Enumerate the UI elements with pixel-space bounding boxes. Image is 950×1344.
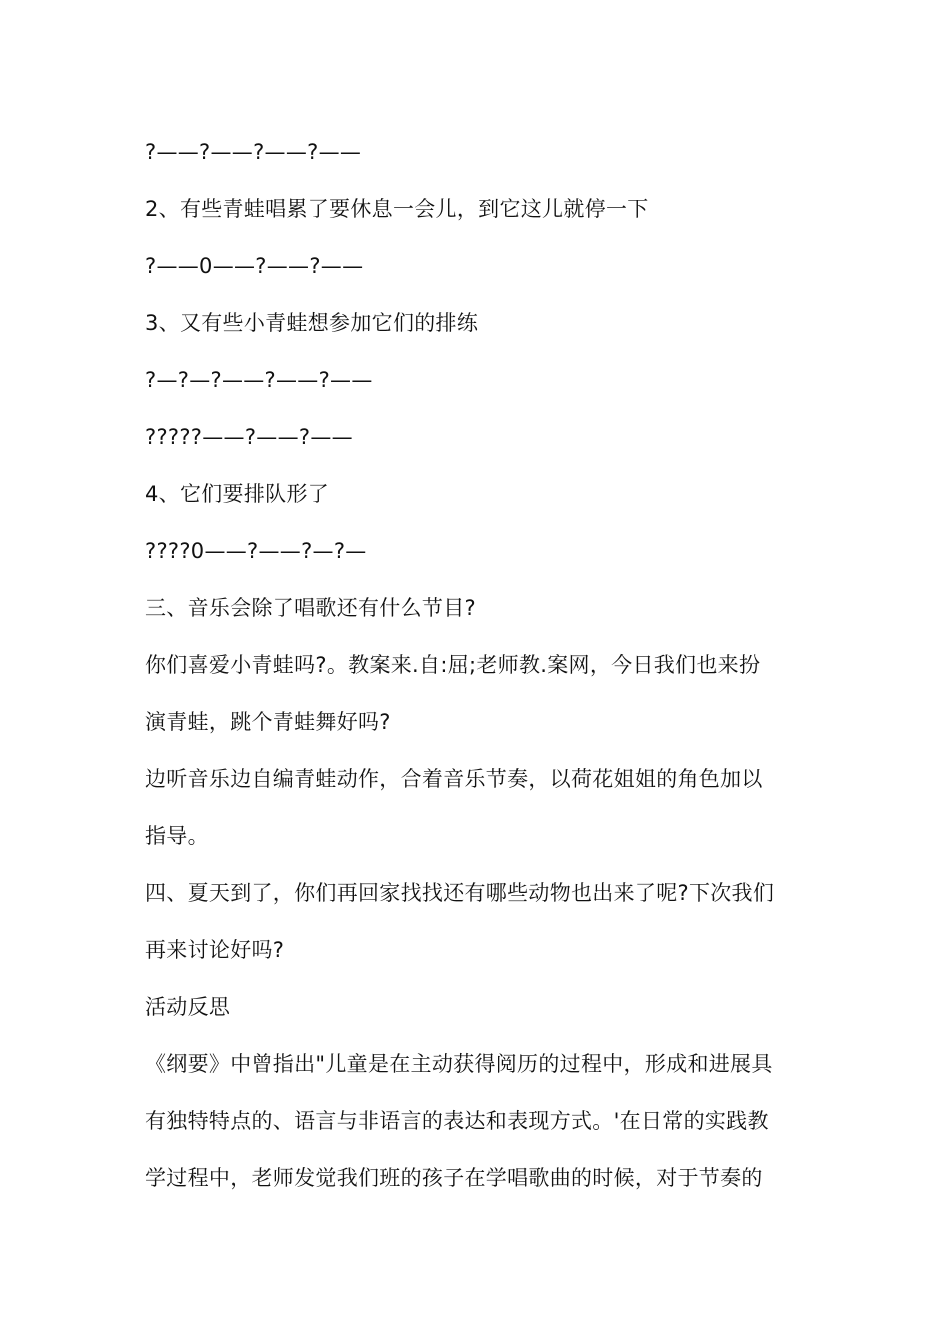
paragraph-line: 边听音乐边自编青蛙动作，合着音乐节奏，以荷花姐姐的角色加以 <box>145 767 763 791</box>
paragraph-step-4: 4、它们要排队形了 <box>145 482 330 506</box>
section-heading-3: 三、音乐会除了唱歌还有什么节目? <box>145 596 476 620</box>
rhythm-line-5: ????0——?——?—?— <box>145 539 367 563</box>
paragraph-line: 学过程中，老师发觉我们班的孩子在学唱歌曲的时候，对于节奏的 <box>145 1166 763 1190</box>
rhythm-line-1: ?——?——?——?—— <box>145 140 362 164</box>
rhythm-line-4: ?????——?——?—— <box>145 425 353 449</box>
paragraph-step-2: 2、有些青蛙唱累了要休息一会儿，到它这儿就停一下 <box>145 197 649 221</box>
paragraph-line: 指导。 <box>145 824 209 848</box>
paragraph-line: 有独特特点的、语言与非语言的表达和表现方式。'在日常的实践教 <box>145 1109 769 1133</box>
paragraph-line: 你们喜爱小青蛙吗?。教案来.自:屈;老师教.案网，今日我们也来扮 <box>145 653 761 677</box>
paragraph-step-3: 3、又有些小青蛙想参加它们的排练 <box>145 311 479 335</box>
section-heading-4: 四、夏天到了，你们再回家找找还有哪些动物也出来了呢?下次我们 <box>145 881 775 905</box>
paragraph-line: 再来讨论好吗? <box>145 938 285 962</box>
rhythm-line-2: ?——0——?——?—— <box>145 254 364 278</box>
rhythm-line-3: ?—?—?——?——?—— <box>145 368 373 392</box>
paragraph-line: 演青蛙，跳个青蛙舞好吗? <box>145 710 391 734</box>
reflection-heading: 活动反思 <box>145 995 231 1019</box>
paragraph-line: 《纲要》中曾指出"儿童是在主动获得阅历的过程中，形成和进展具 <box>145 1052 773 1076</box>
